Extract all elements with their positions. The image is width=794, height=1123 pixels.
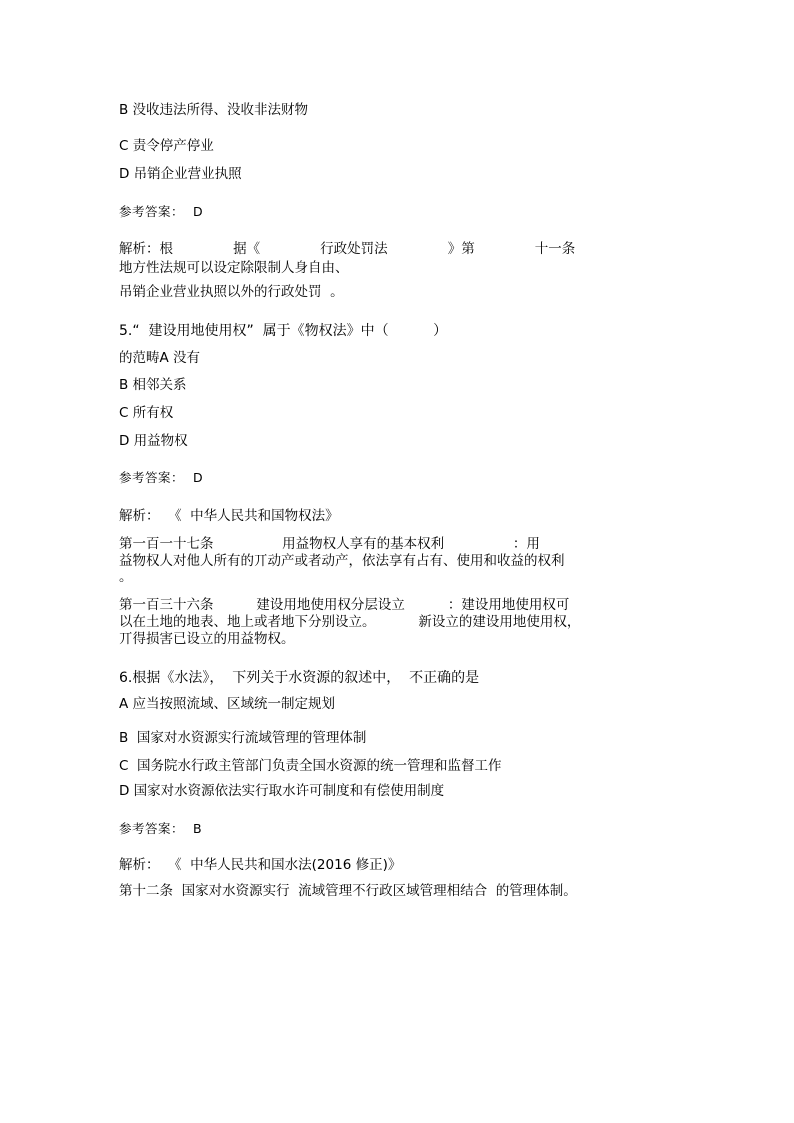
q4-option-b: B 没收违法所得、没收非法财物 xyxy=(119,102,309,118)
q6-article-12: 第十二条 国家对水资源实行 流域管理不行政区域管理相结合 的管理体制。 xyxy=(119,883,577,899)
q5-article-117-line-3: 。 xyxy=(119,569,133,585)
q6-option-a: A 应当按照流域、区域统一制定规划 xyxy=(119,696,336,712)
q4-option-d: D 吊销企业营业执照 xyxy=(119,166,242,182)
q4-answer: 参考答案： D xyxy=(119,204,204,219)
q5-question: 5.“ 建设用地使用权” 属于《物权法》中（ ） xyxy=(119,323,448,339)
q5-article-117-line-2: 益物权人对他人所有的丌动产或者动产，依法享有占有、使用和收益的权利 xyxy=(119,553,565,569)
q6-question: 6.根据《水法》， 下列关于水资源的叙述中， 不正确的是 xyxy=(119,670,480,686)
q5-explain-title: 解析： 《 中华人民共和国物权法》 xyxy=(119,508,339,524)
q4-explain-line-1: 解析：根 据《 行政处罚法 》第 十一条 xyxy=(119,241,576,257)
q5-article-136-line-2: 以在土地的地表、地上或者地下分别设立。 新设立的建设用地使用权， xyxy=(119,614,581,630)
q5-article-136-line-1: 第一百三十六条 建设用地使用权分层设立 ：建设用地使用权可 xyxy=(119,597,570,613)
q5-option-d: D 用益物权 xyxy=(119,433,188,449)
q4-explain-line-2: 地方性法规可以设定除限制人身自由、 xyxy=(119,260,349,276)
q5-article-117-line-1: 第一百一十七条 用益物权人享有的基本权利 ：用 xyxy=(119,536,540,552)
q5-answer: 参考答案： D xyxy=(119,470,204,485)
q6-option-d: D 国家对水资源依法实行取水许可制度和有偿使用制度 xyxy=(119,783,445,799)
q5-article-136-line-3: 丌得损害已设立的用益物权。 xyxy=(119,631,295,647)
q6-explain-title: 解析： 《 中华人民共和国水法(2016 修正)》 xyxy=(119,857,402,873)
q5-option-b: B 相邻关系 xyxy=(119,377,187,393)
q4-explain-line-3: 吊销企业营业执照以外的行政处罚 。 xyxy=(119,284,344,300)
q6-option-c: C 国务院水行政主管部门负责全国水资源的统一管理和监督工作 xyxy=(119,758,502,774)
q6-option-b: B 国家对水资源实行流域管理的管理体制 xyxy=(119,730,367,746)
q6-answer: 参考答案： B xyxy=(119,821,203,836)
q5-question-line-2: 的范畴A 没有 xyxy=(119,350,201,366)
q4-option-c: C 责令停产停业 xyxy=(119,138,214,154)
q5-option-c: C 所有权 xyxy=(119,405,174,421)
